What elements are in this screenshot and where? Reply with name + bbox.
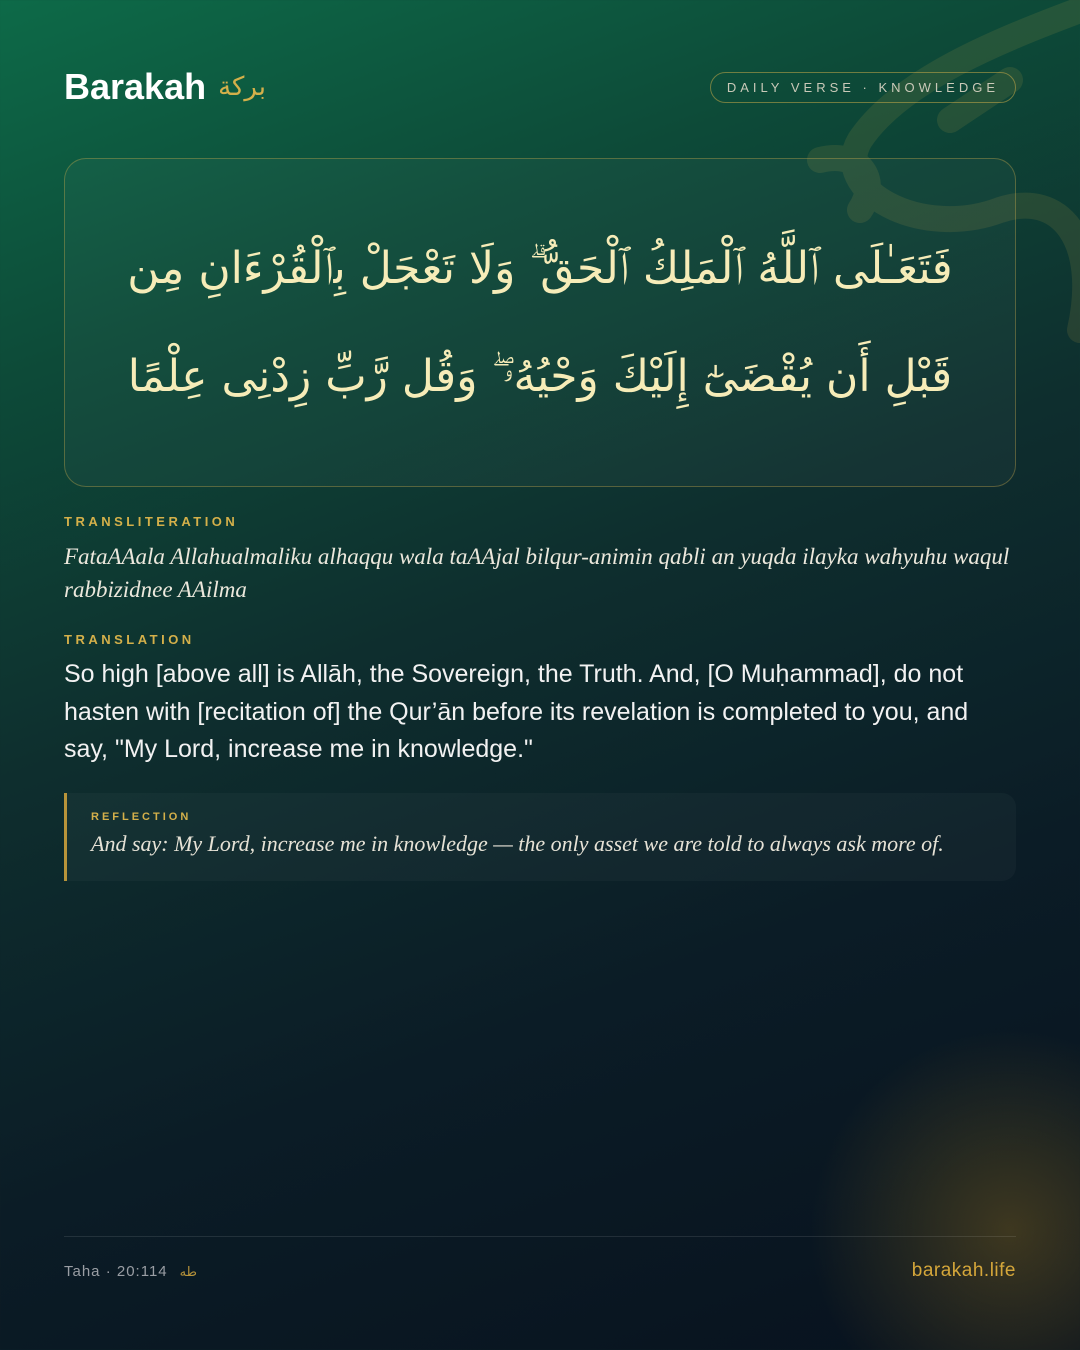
category-pill: DAILY VERSE · KNOWLEDGE <box>710 72 1016 103</box>
reflection-text: And say: My Lord, increase me in knowledge — the only asset we are told to always ask more of. <box>91 831 944 856</box>
transliteration-label: TRANSLITERATION <box>64 514 239 529</box>
translation-label: TRANSLATION <box>64 632 195 647</box>
brand-arabic: بركة <box>218 72 266 102</box>
brand-logo <box>64 66 266 108</box>
surah-arabic: طه <box>179 1264 197 1280</box>
header <box>64 64 1016 110</box>
verse-reference <box>64 1263 197 1280</box>
verse-card <box>64 158 1016 487</box>
site-link[interactable]: barakah.life <box>911 1260 1016 1281</box>
reference-text: Taha · 20:114 <box>64 1262 168 1280</box>
footer <box>64 1260 1016 1282</box>
arabic-verse: فَتَعَـٰلَى ٱللَّهُ ٱلْمَلِكُ ٱلْحَقُّ ۗ وَلَا تَعْجَلْ بِٱلْقُرْءَانِ مِن قَبْلِ أَن يُقْضَىٰٓ إِلَيْكَ وَحْيُهُۥ ۖ وَقُل رَّبِّ زِدْنِى عِلْمًا <box>127 242 953 402</box>
transliteration-text: FataAAala Allahualmaliku alhaqqu wala taAAjal bilqur-animin qabli an yuqda ilayka wahyuhu waqul rabbizidnee AAilma <box>64 544 1010 602</box>
reflection-label: REFLECTION <box>91 811 192 823</box>
brand-name: Barakah <box>64 66 207 107</box>
reflection-box <box>64 793 1016 881</box>
footer-divider <box>64 1236 1016 1237</box>
translation-text: So high [above all] is Allāh, the Sovereign, the Truth. And, [O Muḥammad], do not hasten with [recitation of] the Qur’ān before its revelation is completed to you, and say, "My Lord, increase me in knowledge." <box>64 660 969 763</box>
